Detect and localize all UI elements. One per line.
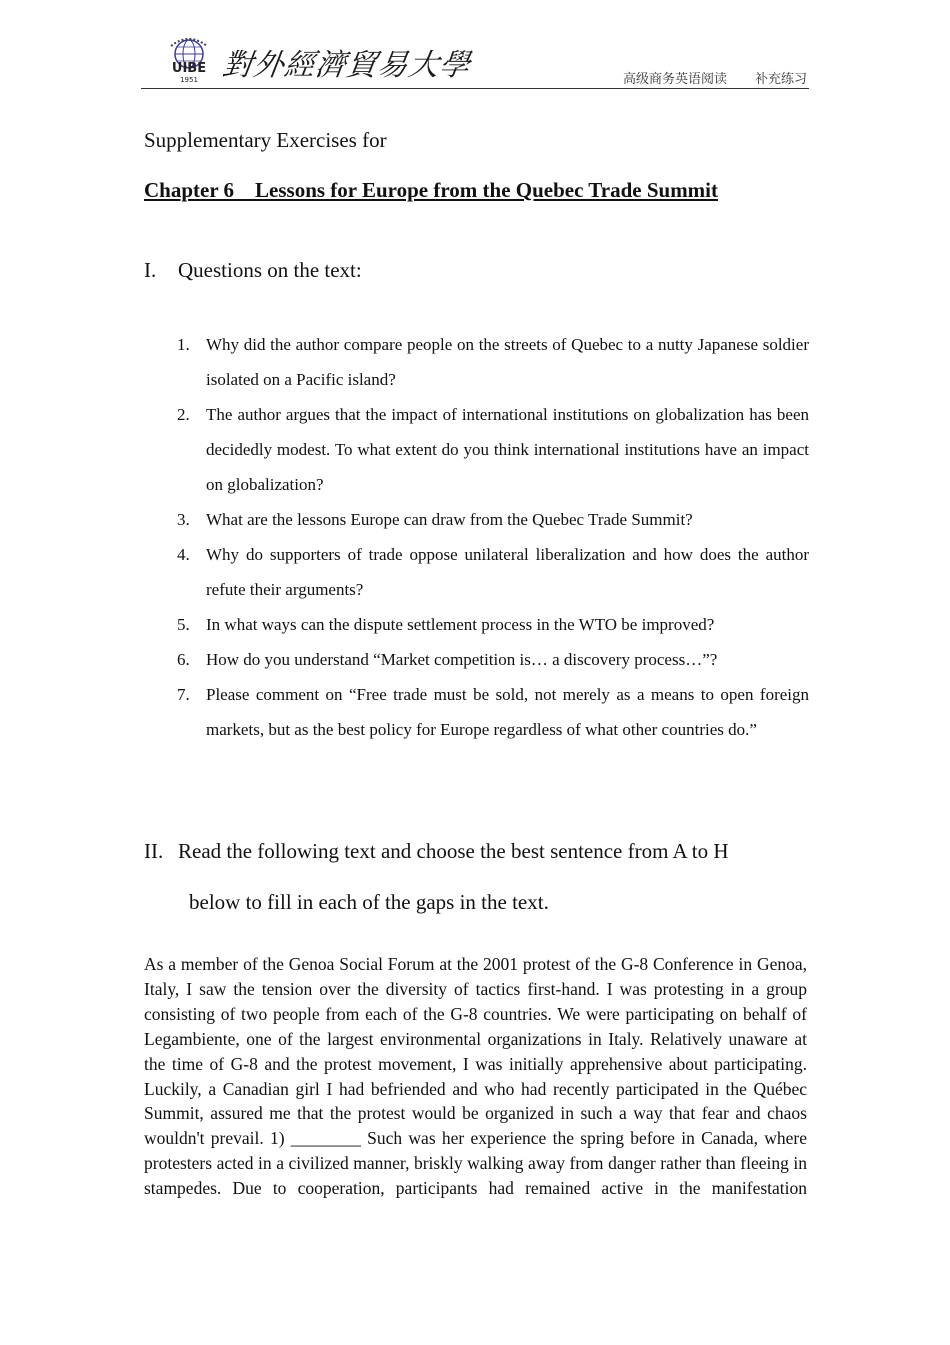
question-text: How do you understand “Market competition is… a discovery process…”? xyxy=(206,650,718,669)
page-header xyxy=(141,30,809,90)
question-text: Why did the author compare people on the streets of Quebec to a nutty Japanese soldier isolated on a Pacific island? xyxy=(206,335,809,389)
section-label: 补充练习 xyxy=(754,72,807,87)
question-item xyxy=(177,327,809,397)
question-text: The author argues that the impact of international institutions on globalization has been decidedly modest. To what extent do you think international institutions have an impact on globalization? xyxy=(206,405,809,494)
question-number: 3. xyxy=(177,510,190,529)
section2-numeral: II. xyxy=(144,839,164,863)
chapter-title: Chapter 6 Lessons for Europe from the Quebec Trade Summit xyxy=(144,178,719,202)
question-number: 1. xyxy=(177,335,190,354)
question-text: Please comment on “Free trade must be sold, not merely as a means to open foreign markets, but as the best policy for Europe regardless of what other countries do.” xyxy=(206,685,809,739)
question-item xyxy=(177,397,809,502)
question-item xyxy=(177,502,809,537)
university-name: 對外經濟貿易大學 xyxy=(220,48,473,83)
section2-title-line1: Read the following text and choose the best sentence from A to H xyxy=(178,839,729,863)
document-subtitle: Supplementary Exercises for xyxy=(144,128,387,152)
question-text: In what ways can the dispute settlement process in the WTO be improved? xyxy=(206,615,715,634)
section1-heading xyxy=(144,258,362,283)
question-item xyxy=(177,537,809,607)
question-list xyxy=(177,327,809,747)
question-item xyxy=(177,642,809,677)
svg-text:1951: 1951 xyxy=(180,76,198,84)
reading-passage: As a member of the Genoa Social Forum at the 2001 protest of the G-8 Conference in Genoa, Italy, I saw the tension over the diversity of tactics first-hand. I was protesting in a group consisting of two people from each of the G-8 countries. We were participating on behalf of Legambiente, one of the largest environmental organizations in Italy. Relatively unaware at the time of G-8 and the protest movement, I was initially apprehensive about participating. Luckily, a Canadian girl I had befriended and who had recently participated in the Québec Summit, assured me that the protest would be organized in such a way that fear and chaos wouldn't prevail. 1) ________ Such was her experience the spring before in Canada, where protesters acted in a civilized manner, briskly walking away from danger rather than fleeing in stampedes. Due to cooperation, participants had remained active in the manifestation xyxy=(144,954,807,1199)
question-item xyxy=(177,677,809,747)
header-course-info xyxy=(595,68,807,87)
section2-heading xyxy=(144,839,824,915)
question-item xyxy=(177,607,809,642)
svg-text:UIBE: UIBE xyxy=(171,61,207,76)
section2-title-line2: below to fill in each of the gaps in the text. xyxy=(189,890,549,914)
uibe-globe-logo-icon xyxy=(161,34,217,84)
question-number: 7. xyxy=(177,685,190,704)
question-number: 6. xyxy=(177,650,190,669)
course-title: 高级商务英语阅读 xyxy=(622,72,727,87)
question-number: 5. xyxy=(177,615,190,634)
question-text: What are the lessons Europe can draw from the Quebec Trade Summit? xyxy=(206,510,693,529)
question-text: Why do supporters of trade oppose unilateral liberalization and how does the author refute their arguments? xyxy=(206,545,809,599)
header-divider xyxy=(141,88,809,89)
question-number: 2. xyxy=(177,405,190,424)
section1-title: Questions on the text: xyxy=(178,258,362,282)
question-number: 4. xyxy=(177,545,190,564)
section1-numeral: I. xyxy=(144,258,157,282)
